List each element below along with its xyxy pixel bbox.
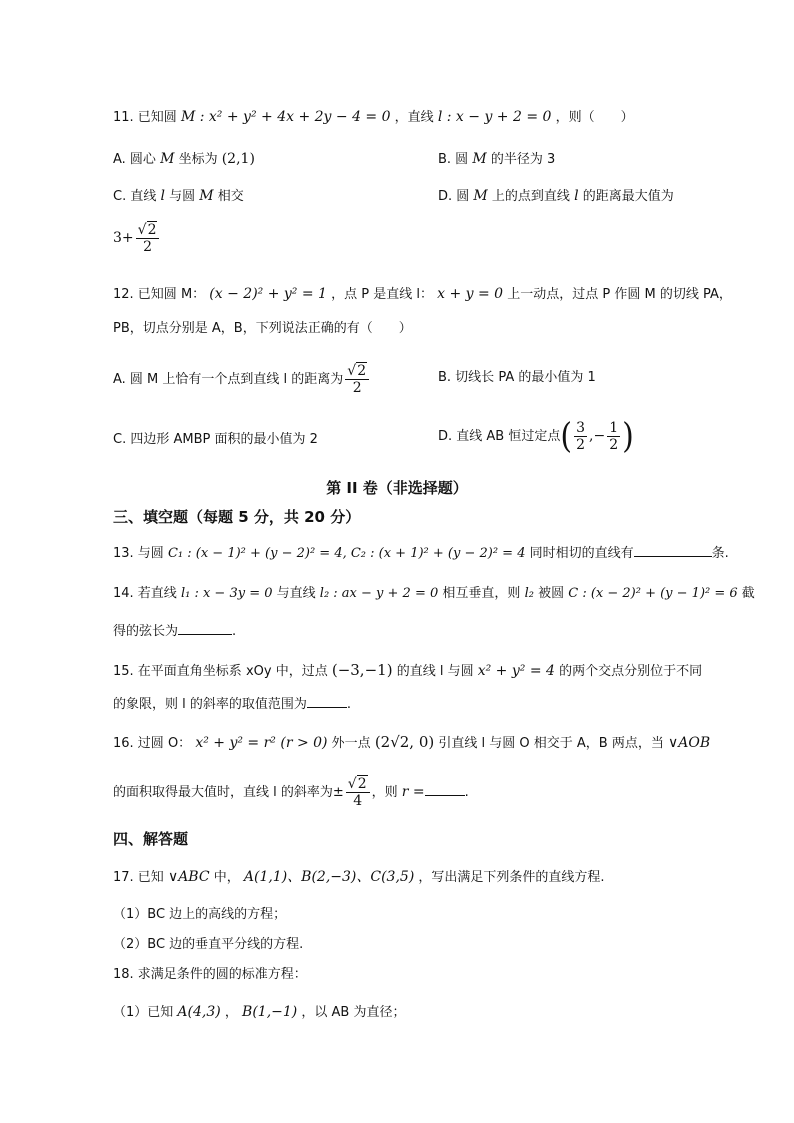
q13-equations: C₁ : (x − 1)² + (y − 2)² = 4, C₂ : (x + 1)² + (y − 2)² = 4: [167, 546, 526, 561]
q12-d-x-num: 3: [576, 420, 585, 436]
q11-d-frac-num: 2: [147, 222, 157, 238]
q11-option-b-m: M: [472, 151, 487, 167]
q12-stem: [113, 285, 732, 304]
q11-option-a-label: A. 圆心: [113, 152, 156, 167]
q13-mid: 同时相切的直线有: [529, 546, 634, 561]
q12-a-frac-den: 2: [352, 380, 362, 396]
q11-option-d-text: 的距离最大值为: [582, 189, 674, 204]
q12-option-a: [113, 363, 371, 396]
q14-line2-equation: l₂ : ax − y + 2 = 0: [319, 586, 439, 601]
q18-point-a: A(4,3): [177, 1004, 221, 1020]
q11-option-d-l: l: [574, 188, 579, 204]
q12-stem-mid: ，点 P 是直线 l：: [331, 287, 433, 302]
q16-slope-fraction: $\frac{√2}{4}$: [346, 776, 370, 809]
q18-sub1-prefix: （1）已知: [113, 1005, 174, 1020]
q15-circle-equation: x² + y² = 4: [477, 663, 555, 679]
q14-line2-end: .: [232, 624, 237, 639]
q16-suffix: 引直线 l 与圆 O 相交于 A，B 两点，当: [438, 736, 664, 751]
q18-stem: 18. 求满足条件的圆的标准方程：: [113, 967, 307, 982]
q12-option-c: C. 四边形 AMBP 面积的最小值为 2: [113, 432, 318, 447]
q14-prefix: 14. 若直线: [113, 586, 177, 601]
q16-line2-mid: ，则: [371, 785, 398, 800]
q12-d-y-num: 1: [609, 420, 619, 436]
q14-mid3: 被圆: [538, 586, 565, 601]
q14-line2-text: 得的弦长为: [113, 624, 179, 639]
q12-circle-equation: (x − 2)² + y² = 1: [209, 286, 327, 302]
q12-stem-suffix: 上一动点，过点 P 作圆 M 的切线 PA，: [507, 287, 732, 302]
q12-option-d: D. 直线 AB 恒过定点( $\frac{3}{2}$ ,− $\frac{1}{2}$ ): [438, 415, 634, 457]
q18-point-b: B(1,−1): [242, 1004, 298, 1020]
q12-option-b: B. 切线长 PA 的最小值为 1: [438, 370, 596, 385]
q14-circle-equation: C : (x − 2)² + (y − 1)² = 6: [568, 586, 738, 601]
q18-sub1: [113, 1003, 405, 1022]
q11-option-c-m: M: [199, 188, 214, 204]
q16-frac-den: 4: [353, 793, 363, 809]
q11-option-a-mid: 坐标为: [178, 152, 218, 167]
q16-triangle: ∨AOB: [667, 735, 711, 751]
q15-line2: [113, 695, 351, 714]
q16-line2: [113, 776, 469, 809]
q11-d-value-int: 3+: [113, 230, 134, 246]
q11-option-d-label: D. 圆: [438, 189, 470, 204]
q11-option-b-text: 的半径为 3: [490, 152, 556, 167]
q13-answer-blank[interactable]: [634, 544, 712, 557]
q11-option-b: [438, 150, 555, 169]
q14-mid1: 与直线: [276, 586, 316, 601]
q12-line-equation: x + y = 0: [437, 286, 504, 302]
q15-point: (−3,−1): [331, 661, 393, 679]
q11-option-d-value: [113, 222, 161, 255]
q11-option-c-l: l: [160, 188, 165, 204]
q15: [113, 661, 702, 681]
q15-prefix: 15. 在平面直角坐标系 xOy 中，过点: [113, 664, 328, 679]
q16: [113, 733, 710, 753]
q11-option-a: [113, 150, 255, 169]
q13: [113, 544, 729, 563]
q16-answer-blank[interactable]: [425, 783, 465, 796]
q16-prefix: 16. 过圆 O：: [113, 736, 192, 751]
q11-option-c-label: C. 直线: [113, 189, 157, 204]
q18-sub1-suffix: ，以 AB 为直径；: [301, 1005, 406, 1020]
q15-line2-end: .: [346, 697, 352, 712]
q12-stem-line2: PB，切点分别是 A，B，下列说法正确的有（ ）: [113, 321, 412, 336]
section-4-title: 四、解答题: [113, 830, 189, 848]
q12-d-y-sign: −: [593, 428, 606, 444]
q11-d-value-fraction: $\frac{√2}{2}$: [136, 222, 160, 255]
q12-option-d-text: D. 直线 AB 恒过定点: [438, 429, 561, 444]
q11-stem-prefix: 11. 已知圆: [113, 110, 177, 125]
q14-line2: [113, 622, 236, 641]
q16-frac-num: 2: [357, 776, 367, 792]
q11-option-a-value: (2,1): [221, 151, 255, 167]
q15-mid: 的直线 l 与圆: [396, 664, 474, 679]
q17-sub2: （2）BC 边的垂直平分线的方程.: [113, 937, 304, 952]
q17-triangle: ∨ABC: [167, 869, 210, 885]
q12-option-a-text: A. 圆 M 上恰有一个点到直线 l 的距离为: [113, 372, 344, 387]
q11-stem-mid: ，直线: [394, 110, 434, 125]
q11-option-a-m: M: [160, 151, 175, 167]
q11-line-equation: l : x − y + 2 = 0: [437, 109, 552, 125]
q11-stem-suffix: ，则（ ）: [555, 110, 634, 125]
q16-r: r =: [401, 784, 425, 800]
q12-stem-prefix: 12. 已知圆 M：: [113, 287, 206, 302]
q17-suffix: ，写出满足下列条件的直线方程.: [418, 870, 605, 885]
q11-circle-equation: M : x² + y² + 4x + 2y − 4 = 0: [180, 109, 391, 125]
q11-d-frac-den: 2: [143, 239, 153, 255]
q12-option-a-fraction: $\frac{√2}{2}$: [345, 363, 369, 396]
q17-sub1: （1）BC 边上的高线的方程；: [113, 907, 287, 922]
section-2-title: 第 II 卷（非选择题）: [326, 479, 468, 497]
q16-mid: 外一点: [331, 736, 371, 751]
q11-option-c-text: 相交: [217, 189, 244, 204]
q16-line2-text: 的面积取得最大值时，直线 l 的斜率为±: [113, 785, 344, 800]
q11-option-d: [438, 187, 674, 206]
q12-d-x-fraction: [574, 420, 587, 453]
q12-d-y-fraction: [607, 420, 620, 453]
q11-option-c-mid: 与圆: [169, 189, 196, 204]
q17-points: A(1,1)、B(2,−3)、C(3,5): [243, 869, 415, 885]
q12-a-frac-num: 2: [357, 363, 367, 379]
q11-option-c: [113, 187, 244, 206]
q16-point: (2√2, 0): [374, 733, 435, 751]
q14-l2: l₂: [524, 586, 534, 601]
q14-suffix: 截: [741, 586, 755, 601]
section-3-title: 三、填空题（每题 5 分，共 20 分）: [113, 508, 361, 526]
q14-mid2: 相互垂直，则: [442, 586, 521, 601]
q11-option-d-mid: 上的点到直线: [491, 189, 570, 204]
q14-answer-blank[interactable]: [178, 622, 232, 635]
q17: [113, 868, 605, 887]
q15-answer-blank[interactable]: [307, 695, 347, 708]
q12-d-x-den: 2: [576, 437, 585, 453]
q17-prefix: 17. 已知: [113, 870, 164, 885]
q16-circle-equation: x² + y² = r² (r > 0): [195, 735, 328, 751]
q15-suffix: 的两个交点分别位于不同: [559, 664, 703, 679]
q16-line2-end: .: [464, 785, 469, 800]
q17-mid: 中，: [213, 870, 240, 885]
q18-sub1-mid: ，: [224, 1005, 238, 1020]
q14-line1-equation: l₁ : x − 3y = 0: [180, 586, 273, 601]
q13-prefix: 13. 与圆: [113, 546, 164, 561]
q12-d-y-den: 2: [609, 437, 619, 453]
q14: [113, 585, 755, 603]
q11-option-b-label: B. 圆: [438, 152, 469, 167]
q11-option-d-m: M: [473, 188, 488, 204]
q11-stem: [113, 108, 634, 127]
q15-line2-text: 的象限，则 l 的斜率的取值范围为: [113, 697, 307, 712]
q13-suffix: 条.: [711, 546, 729, 561]
